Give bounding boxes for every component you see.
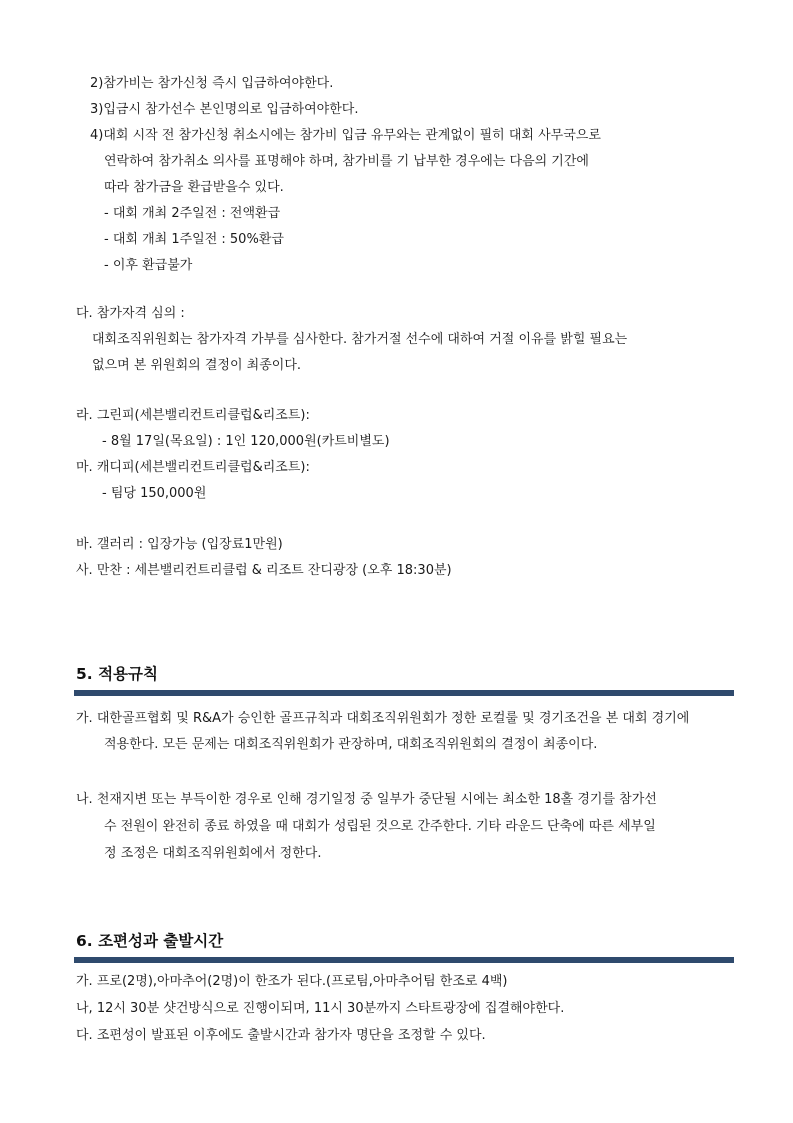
fee-note-4-cont-1: 연락하여 참가취소 의사를 표명해야 하며, 참가비를 기 납부한 경우에는 다음의 기간에 — [104, 154, 589, 169]
refund-none: - 이후 환급불가 — [104, 258, 193, 273]
section-5-para-a-line-2: 적용한다. 모든 문제는 대회조직위원회가 관장하며, 대회조직위원회의 결정이 최종이다. — [104, 737, 598, 752]
section-5-para-a-line-1: 가. 대한골프협회 및 R&A가 승인한 골프규칙과 대회조직위원회가 정한 로컬룰 및 경기조건을 본 대회 경기에 — [76, 711, 690, 726]
eligibility-line-2: 없으며 본 위원회의 결정이 최종이다. — [92, 358, 302, 373]
green-fee-detail: - 8월 17일(목요일) : 1인 120,000원(카트비별도) — [102, 434, 390, 449]
fee-note-2: 2)참가비는 참가신청 즉시 입금하여야한다. — [90, 76, 334, 91]
section-6-divider — [74, 957, 734, 963]
green-fee-title: 라. 그린피(세븐밸리컨트리클럽&리조트): — [76, 408, 310, 423]
section-5-para-b-line-3: 정 조정은 대회조직위원회에서 정한다. — [104, 846, 322, 861]
fee-note-3: 3)입금시 참가선수 본인명의로 입금하여야한다. — [90, 102, 359, 117]
eligibility-title: 다. 참가자격 심의 : — [76, 306, 185, 321]
section-6-line-3: 다. 조편성이 발표된 이후에도 출발시간과 참가자 명단을 조정할 수 있다. — [76, 1028, 486, 1043]
refund-2weeks: - 대회 개최 2주일전 : 전액환급 — [104, 206, 281, 221]
section-6-heading: 6. 조편성과 출발시간 — [76, 932, 224, 950]
eligibility-line-1: 대회조직위원회는 참가자격 가부를 심사한다. 참가거절 선수에 대하여 거절 이유를 밝힐 필요는 — [92, 332, 628, 347]
section-6-line-1: 가. 프로(2명),아마추어(2명)이 한조가 된다.(프로팀,아마추어팀 한조로 4백) — [76, 974, 508, 989]
section-5-para-b-line-2: 수 전원이 완전히 종료 하였을 때 대회가 성립된 것으로 간주한다. 기타 라운드 단축에 따른 세부일 — [104, 819, 656, 834]
caddie-fee-detail: - 팀당 150,000원 — [102, 486, 207, 501]
section-5-divider — [74, 690, 734, 696]
section-5-para-b-line-1: 나. 천재지변 또는 부득이한 경우로 인해 경기일정 중 일부가 중단될 시에는 최소한 18홀 경기를 참가선 — [76, 792, 657, 807]
section-5-heading: 5. 적용규칙 — [76, 665, 158, 683]
caddie-fee-title: 마. 캐디피(세븐밸리컨트리클럽&리조트): — [76, 460, 310, 475]
section-6-line-2: 나, 12시 30분 샷건방식으로 진행이되며, 11시 30분까지 스타트광장에 집결해야한다. — [76, 1001, 565, 1016]
fee-note-4-cont-2: 따라 참가금을 환급받을수 있다. — [104, 180, 284, 195]
refund-1week: - 대회 개최 1주일전 : 50%환급 — [104, 232, 284, 247]
dinner-info: 사. 만찬 : 세븐밸리컨트리클럽 & 리조트 잔디광장 (오후 18:30분) — [76, 563, 452, 578]
fee-note-4: 4)대회 시작 전 참가신청 취소시에는 참가비 입금 유무와는 관계없이 필히 대회 사무국으로 — [90, 128, 601, 143]
gallery-info: 바. 갤러리 : 입장가능 (입장료1만원) — [76, 537, 283, 552]
